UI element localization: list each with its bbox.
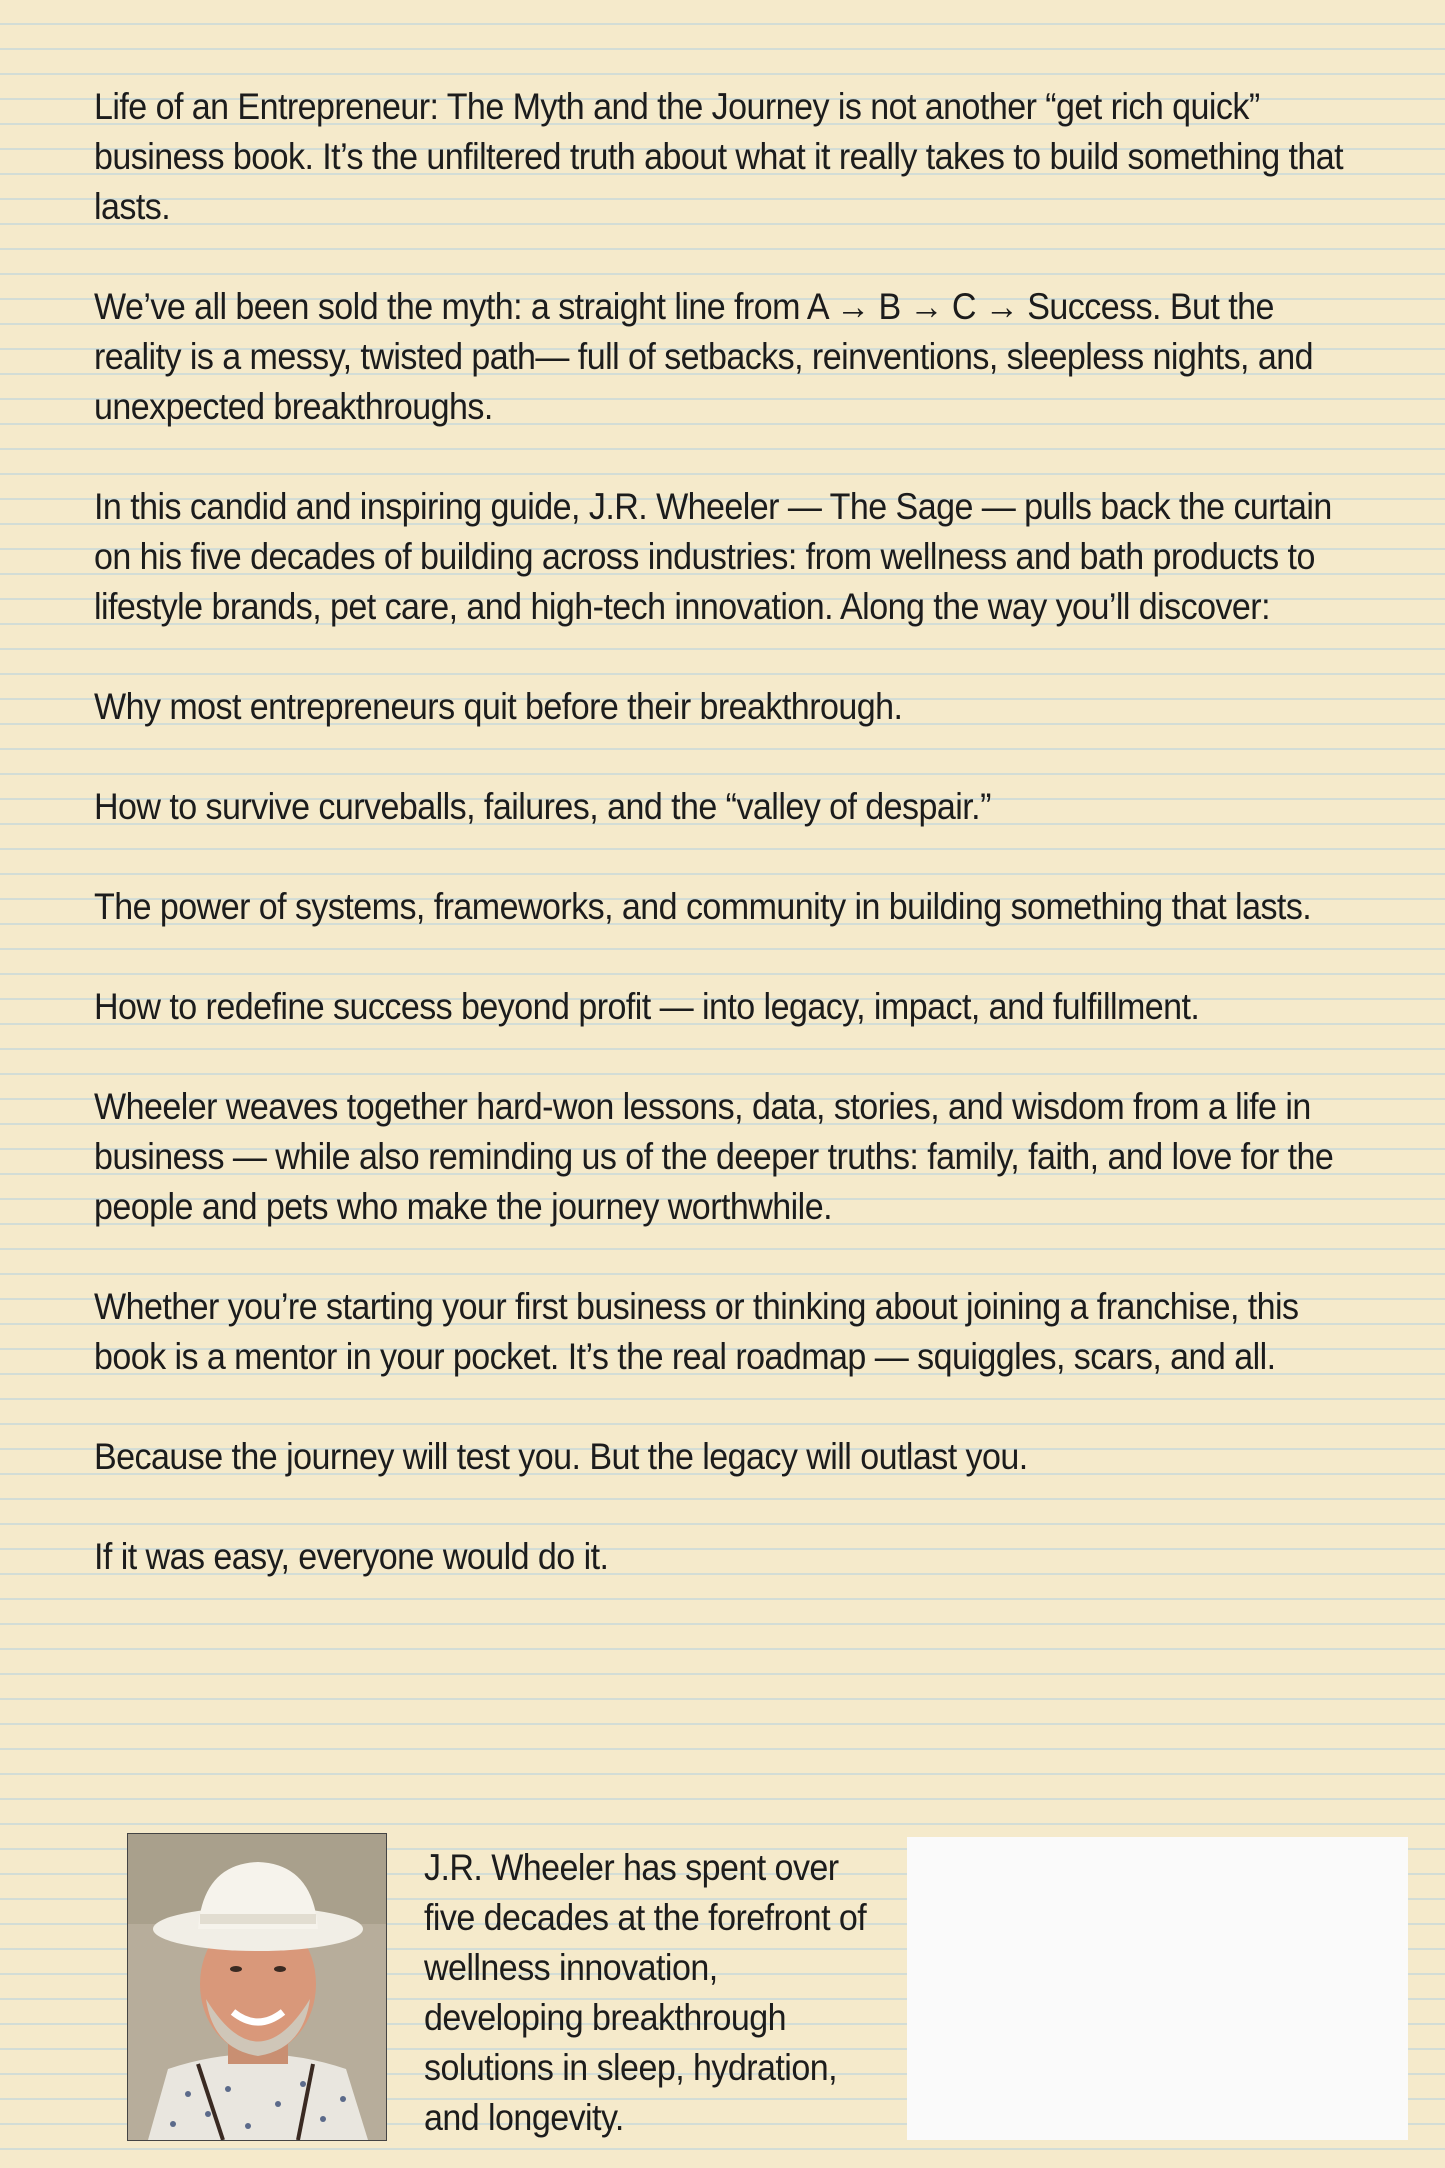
- blurb-paragraph-closing: If it was easy, everyone would do it.: [94, 1536, 609, 1577]
- blurb-point-quit: Why most entrepreneurs quit before their breakthrough.: [94, 686, 903, 727]
- blurb-point-systems: The power of systems, frameworks, and community in building something that lasts.: [94, 886, 1312, 927]
- blurb-point-success: How to redefine success beyond profit — into legacy, impact, and fulfillment.: [94, 986, 1200, 1027]
- barcode-area: [907, 1837, 1408, 2140]
- blurb-point-survive: How to survive curveballs, failures, and the “valley of despair.”: [94, 786, 991, 827]
- author-bio-text: J.R. Wheeler has spent over five decades at the forefront of wellness innovation, developing breakthrough solutions in sleep, hydration, and longevity.: [424, 1847, 867, 2138]
- blurb-paragraph-guide: In this candid and inspiring guide, J.R. Wheeler — The Sage — pulls back the curtain on his five decades of building across industries: from wellness and bath products to lifestyle brands, pet care, and high-tech innovation. Along the way you’ll discover:: [94, 486, 1332, 627]
- author-bio: [424, 1843, 894, 2143]
- blurb-paragraph-myth: We’ve all been sold the myth: a straight line from A → B → C → Success. But the reality is a messy, twisted path— full of setbacks, reinventions, sleepless nights, and unexpected breakthroughs.: [94, 286, 1313, 427]
- blurb-paragraph-mentor: Whether you’re starting your first business or thinking about joining a franchise, this book is a mentor in your pocket. It’s the real roadmap — squiggles, scars, and all.: [94, 1286, 1299, 1377]
- book-description: [94, 82, 1354, 1632]
- blurb-paragraph-legacy: Because the journey will test you. But the legacy will outlast you.: [94, 1436, 1028, 1477]
- author-photo: [127, 1833, 387, 2141]
- blurb-paragraph-intro: Life of an Entrepreneur: The Myth and the Journey is not another “get rich quick” business book. It’s the unfiltered truth about what it really takes to build something that lasts.: [94, 86, 1344, 227]
- blurb-paragraph-lessons: Wheeler weaves together hard-won lessons, data, stories, and wisdom from a life in business — while also reminding us of the deeper truths: family, faith, and love for the people and pets who make the journey worthwhile.: [94, 1086, 1334, 1227]
